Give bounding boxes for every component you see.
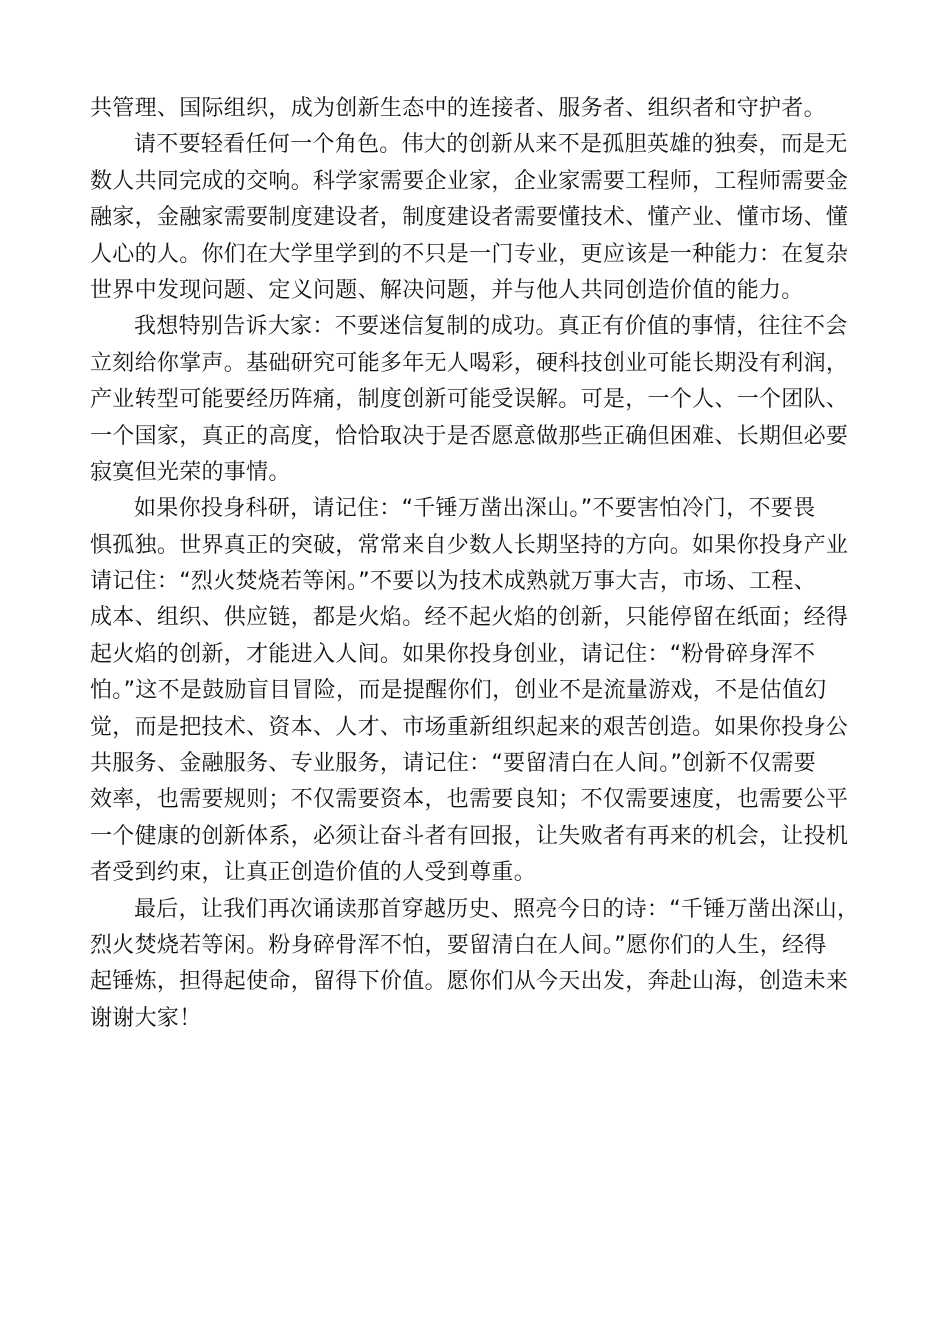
text-line: 觉，而是把技术、资本、人才、市场重新组织起来的艰苦创造。如果你投身公 bbox=[90, 714, 849, 740]
text-line: 效率，也需要规则；不仅需要资本，也需要良知；不仅需要速度，也需要公平 bbox=[90, 787, 849, 813]
paragraph-start-line: 如果你投身科研，请记住：“千锤万凿出深山。”不要害怕冷门，不要畏 bbox=[134, 496, 816, 522]
body-text bbox=[90, 91, 865, 1037]
text-line: 人心的人。你们在大学里学到的不只是一门专业，更应该是一种能力：在复杂 bbox=[90, 241, 849, 267]
text-line: 起锤炼，担得起使命，留得下价值。愿你们从今天出发，奔赴山海，创造未来 bbox=[90, 969, 849, 995]
text-line: 起火焰的创新，才能进入人间。如果你投身创业，请记住：“粉骨碎身浑不 bbox=[90, 641, 816, 667]
text-line: 共服务、金融服务、专业服务，请记住：“要留清白在人间。”创新不仅需要 bbox=[90, 751, 816, 777]
text-line: 成本、组织、供应链，都是火焰。经不起火焰的创新，只能停留在纸面；经得 bbox=[90, 605, 849, 631]
text-line: 一个健康的创新体系，必须让奋斗者有回报，让失败者有再来的机会，让投机 bbox=[90, 823, 849, 849]
text-line: 烈火焚烧若等闲。粉身碎骨浑不怕，要留清白在人间。”愿你们的人生，经得 bbox=[90, 932, 827, 958]
text-line: 产业转型可能要经历阵痛，制度创新可能受误解。可是，一个人、一个团队、 bbox=[90, 387, 849, 413]
text-line: 世界中发现问题、定义问题、解决问题，并与他人共同创造价值的能力。 bbox=[90, 277, 804, 303]
text-line: 请记住：“烈火焚烧若等闲。”不要以为技术成熟就万事大吉，市场、工程、 bbox=[90, 569, 816, 595]
text-line: 怕。”这不是鼓励盲目冒险，而是提醒你们，创业不是流量游戏，不是估值幻 bbox=[90, 678, 827, 704]
text-line: 数人共同完成的交响。科学家需要企业家，企业家需要工程师，工程师需要金 bbox=[90, 168, 849, 194]
text-line: 惧孤独。世界真正的突破，常常来自少数人长期坚持的方向。如果你投身产业 bbox=[90, 532, 849, 558]
text-line: 共管理、国际组织，成为创新生态中的连接者、服务者、组织者和守护者。 bbox=[90, 96, 826, 121]
text-line: 者受到约束，让真正创造价值的人受到尊重。 bbox=[90, 860, 537, 886]
closing-line: 谢谢大家！ bbox=[90, 1005, 202, 1031]
paragraph-start-line: 最后，让我们再次诵读那首穿越历史、照亮今日的诗：“千锤万凿出深山， bbox=[134, 896, 860, 922]
paragraph-start-line: 我想特别告诉大家：不要迷信复制的成功。真正有价值的事情，往往不会 bbox=[134, 314, 848, 340]
text-line: 融家，金融家需要制度建设者，制度建设者需要懂技术、懂产业、懂市场、懂 bbox=[90, 205, 849, 231]
text-line: 寂寞但光荣的事情。 bbox=[90, 459, 291, 485]
text-line: 立刻给你掌声。基础研究可能多年无人喝彩，硬科技创业可能长期没有利润， bbox=[90, 350, 849, 376]
paragraph-start-line: 请不要轻看任何一个角色。伟大的创新从来不是孤胆英雄的独奏，而是无 bbox=[134, 132, 848, 158]
text-line: 一个国家，真正的高度，恰恰取决于是否愿意做那些正确但困难、长期但必要 bbox=[90, 423, 849, 449]
